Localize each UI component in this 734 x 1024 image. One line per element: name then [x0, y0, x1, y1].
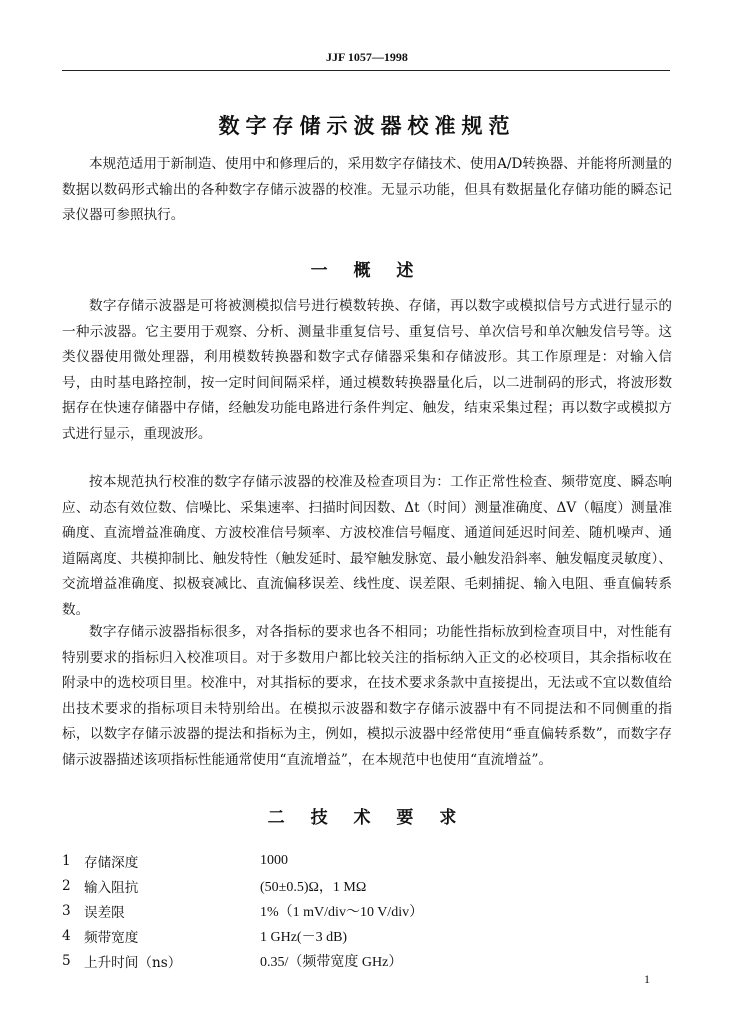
- item-value: 1000: [260, 852, 288, 868]
- item-number: 1: [62, 852, 71, 869]
- item-number: 4: [62, 927, 71, 944]
- section-heading-overview: 一 概 述: [310, 261, 424, 281]
- item-number: 5: [62, 952, 71, 969]
- item-value: 0.35/（频带宽度 GHz）: [260, 954, 403, 970]
- section-heading-requirements: 二 技 术 要 求: [267, 808, 467, 828]
- page-title: 数字存储示波器校准规范: [218, 114, 516, 138]
- item-number: 3: [62, 902, 71, 919]
- document-code: JJF 1057—1998: [326, 50, 408, 64]
- list-item: [62, 873, 672, 898]
- item-label: 上升时间（ns）: [84, 954, 182, 971]
- header-divider: [62, 70, 670, 71]
- requirements-list: [62, 848, 672, 973]
- page-number: 1: [644, 972, 650, 986]
- item-value: 1%（1 mV/div～10 V/div）: [260, 904, 424, 920]
- item-value: (50±0.5)Ω，1 MΩ: [260, 879, 367, 895]
- item-label: 误差限: [84, 904, 125, 921]
- item-label: 频带宽度: [84, 929, 139, 946]
- intro-paragraph: 本规范适用于新制造、使用中和修理后的，采用数字存储技术、使用A/D转换器、并能将所测量的数据以数码形式输出的各种数字存储示波器的校准。无显示功能，但具有数据量化存储功能的瞬态记录仪器可参照执行。: [62, 156, 672, 223]
- list-item: [62, 923, 672, 948]
- overview-paragraph-2: 按本规范执行校准的数字存储示波器的校准及检查项目为：工作正常性检查、频带宽度、瞬态响应、动态有效位数、信噪比、采集速率、扫描时间因数、Δt（时间）测量准确度、ΔV（幅度）测量准确度、直流增益准确度、方波校准信号频率、方波校准信号幅度、通道间延迟时间差、随机噪声、通道隔离度、共模抑制比、触发特性（触发延时、最窄触发脉宽、最小触发沿斜率、触发幅度灵敏度）、交流增益准确度、拟极衰减比、直流偏移误差、线性度、误差限、毛刺捕捉、输入电阻、垂直偏转系数。: [62, 474, 672, 618]
- list-item: [62, 848, 672, 873]
- item-value: 1 GHz(－3 dB): [260, 929, 348, 945]
- item-label: 存储深度: [84, 854, 139, 871]
- item-number: 2: [62, 877, 71, 894]
- overview-paragraph-1: 数字存储示波器是可将被测模拟信号进行模数转换、存储，再以数字或模拟信号方式进行显示的一种示波器。它主要用于观察、分析、测量非重复信号、重复信号、单次信号和单次触发信号等。这类仪器使用微处理器，利用模数转换器和数字式存储器采集和存储波形。其工作原理是：对输入信号，由时基电路控制，按一定时间间隔采样，通过模数转换器量化后，以二进制码的形式，将波形数据存在快速存储器中存储，经触发功能电路进行条件判定、触发，结束采集过程；再以数字或模拟方式进行显示，重现波形。: [62, 298, 672, 442]
- list-item: [62, 948, 672, 973]
- overview-paragraph-3: 数字存储示波器指标很多，对各指标的要求也各不相同；功能性指标放到检查项目中，对性能有特别要求的指标归入校准项目。对于多数用户都比较关注的指标纳入正文的必校项目，其余指标收在附录中的选校项目里。校准中，对其指标的要求，在技术要求条款中直接提出，无法或不宜以数值给出技术要求的指标项目未特别给出。在模拟示波器和数字存储示波器中有不同提法和不同侧重的指标，以数字存储示波器的提法和指标为主，例如，模拟示波器中经常使用“垂直偏转系数”，而数字存储示波器描述该项指标性能通常使用“直流增益”，在本规范中也使用“直流增益”。: [62, 624, 672, 768]
- item-label: 输入阻抗: [84, 879, 139, 896]
- list-item: [62, 898, 672, 923]
